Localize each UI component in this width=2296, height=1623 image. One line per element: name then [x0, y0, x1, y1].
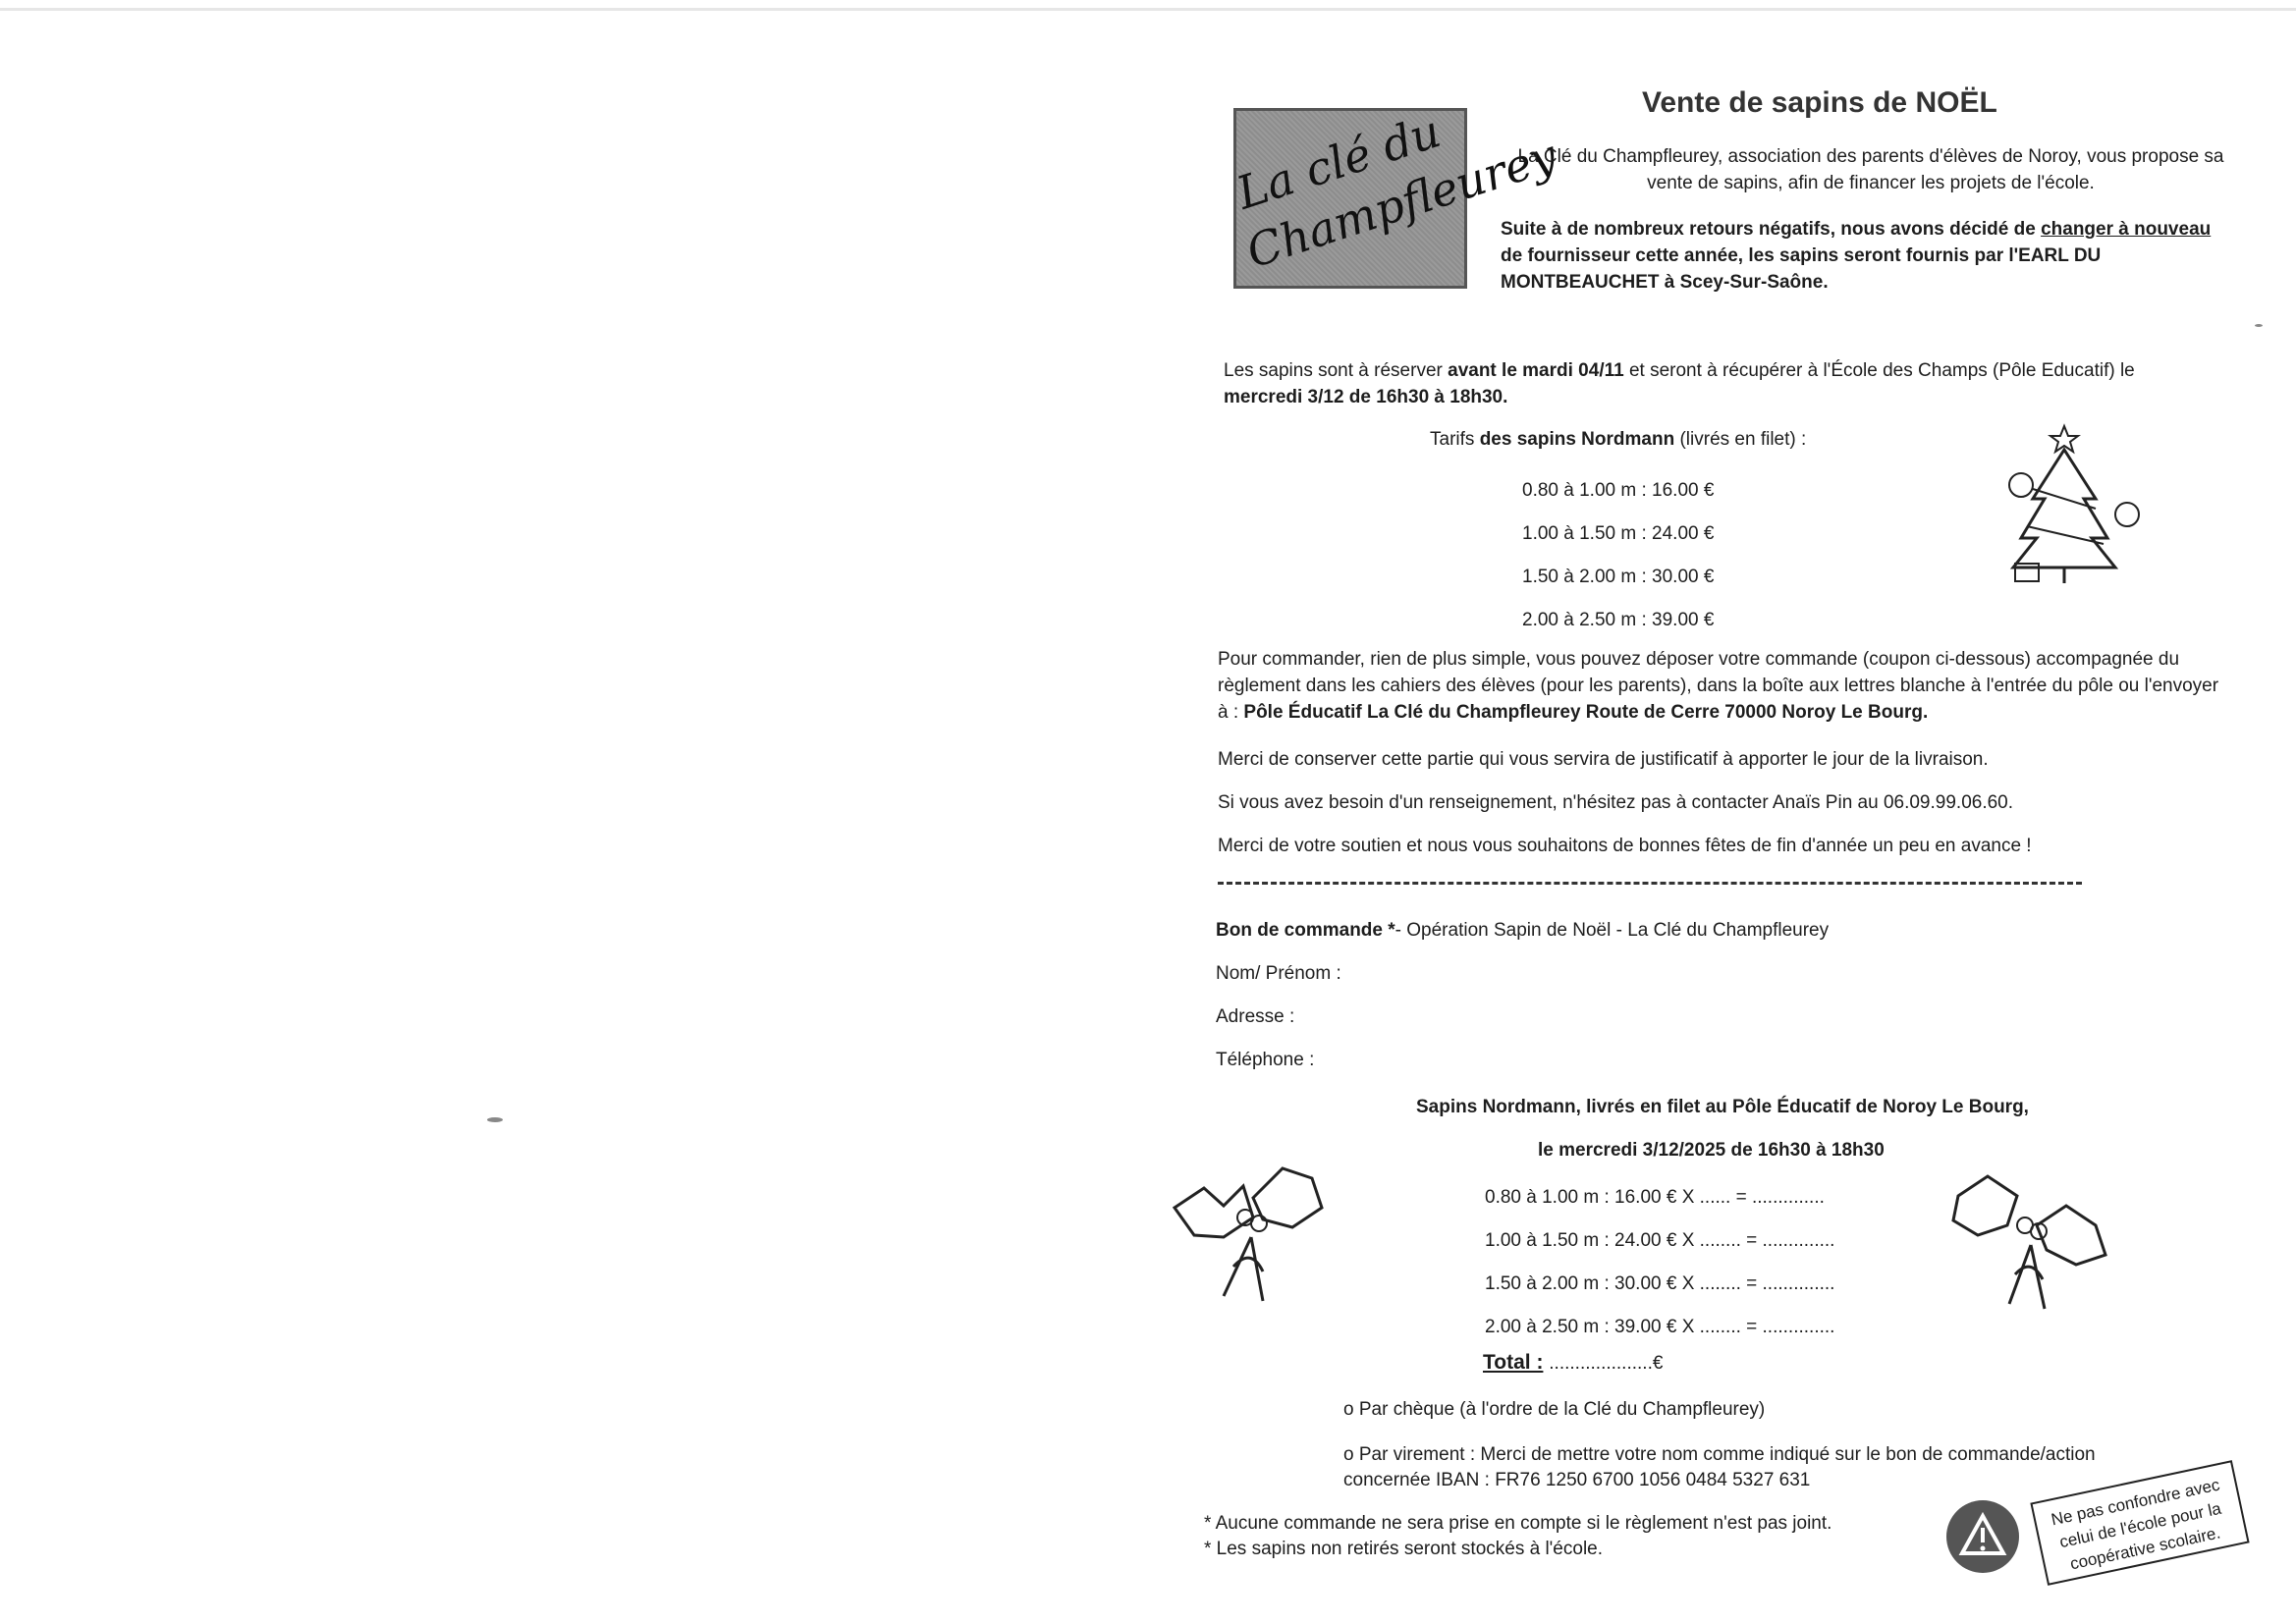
warning-icon [1946, 1500, 2019, 1573]
phone-label: Téléphone : [1216, 1050, 1315, 1070]
reservation-text-1: Les sapins sont à réserver [1224, 360, 1443, 381]
order-line: 1.50 à 2.00 m : 30.00 € X ........ = .............. [1485, 1273, 1835, 1294]
keep-notice: Merci de conserver cette partie qui vous servira de justificatif à apporter le jour de la livraison. [1218, 749, 1989, 770]
pay-transfer-line-2: concernée IBAN : FR76 1250 6700 1056 0484 5327 631 [1343, 1470, 1811, 1490]
tarifs-heading-bold: des sapins Nordmann [1479, 429, 1675, 450]
boxed-note: Ne pas confondre avec celui de l'école pour la coopérative scolaire. [2030, 1460, 2249, 1586]
order-instructions [1218, 646, 2219, 726]
order-line: 0.80 à 1.00 m : 16.00 € X ...... = .............. [1485, 1187, 1825, 1208]
order-line: 1.00 à 1.50 m : 24.00 € X ........ = .............. [1485, 1230, 1835, 1251]
reservation-pickup: mercredi 3/12 de 16h30 à 18h30. [1224, 387, 1508, 407]
supplier-notice [1501, 216, 2229, 296]
delivery-line-1: Sapins Nordmann, livrés en filet au Pôle Éducatif de Noroy Le Bourg, [1416, 1097, 2029, 1117]
supplier-text-b: de fournisseur cette année, les sapins seront fournis par l'EARL DU MONTBEAUCHET à Scey-Sur-Saône. [1501, 245, 2102, 293]
order-line: 2.00 à 2.50 m : 39.00 € X ........ = .............. [1485, 1317, 1835, 1337]
tarif-item: 1.00 à 1.50 m : 24.00 € [1522, 523, 1715, 544]
tarif-item: 1.50 à 2.00 m : 30.00 € [1522, 567, 1715, 587]
association-logo [1230, 104, 1563, 289]
order-form-heading-rest: - Opération Sapin de Noël - La Clé du Champfleurey [1394, 920, 1830, 941]
scan-speck [487, 1117, 503, 1122]
total-label: Total : [1483, 1351, 1544, 1374]
page-title: Vente de sapins de NOËL [1642, 86, 1997, 119]
footnote-1: * Aucune commande ne sera prise en compte si le règlement n'est pas joint. [1204, 1513, 1832, 1534]
name-label: Nom/ Prénom : [1216, 963, 1341, 984]
logo-text: La clé du Champfleurey [1230, 104, 1563, 279]
total-value: ....................€ [1549, 1353, 1664, 1374]
tarifs-list [1522, 469, 1714, 642]
intro-paragraph: La Clé du Champfleurey, association des parents d'élèves de Noroy, vous propose sa vente de sapins, afin de financer les projets de l'école. [1517, 146, 2224, 193]
total-row [1483, 1351, 1663, 1375]
tarifs-heading-a: Tarifs [1430, 429, 1475, 450]
holly-right-icon [1948, 1166, 2115, 1314]
tarifs-heading-b: (livrés en filet) : [1679, 429, 1807, 450]
scan-speck [2255, 324, 2263, 327]
order-form-heading-bold: Bon de commande * [1216, 920, 1395, 941]
reservation-deadline: avant le mardi 04/11 [1448, 360, 1624, 381]
reservation-text-2: et seront à récupérer à l'École des Champs (Pôle Educatif) le [1628, 360, 2135, 381]
reservation-paragraph [1224, 357, 2215, 410]
delivery-address: Pôle Éducatif La Clé du Champfleurey Route de Cerre 70000 Noroy Le Bourg. [1243, 702, 1929, 723]
pay-cheque-option: o Par chèque (à l'ordre de la Clé du Champfleurey) [1343, 1399, 1766, 1420]
tarifs-heading [1430, 426, 1806, 453]
address-label: Adresse : [1216, 1006, 1295, 1027]
order-form-heading [1216, 917, 1829, 944]
cut-line [1218, 882, 2082, 885]
tarif-item: 0.80 à 1.00 m : 16.00 € [1522, 480, 1715, 501]
christmas-tree-icon [1994, 420, 2151, 587]
thanks-notice: Merci de votre soutien et nous vous souhaitons de bonnes fêtes de fin d'année un peu en avance ! [1218, 836, 2032, 856]
order-text: Pour commander, rien de plus simple, vous pouvez déposer votre commande (coupon ci-dessous) accompagnée du règlement dans les cahiers des élèves (pour les parents), dans la boîte aux lettres blanche à l'entrée du pôle ou l'envoyer à : [1218, 649, 2219, 723]
holly-left-icon [1165, 1159, 1332, 1306]
tarif-item: 2.00 à 2.50 m : 39.00 € [1522, 610, 1715, 630]
contact-notice: Si vous avez besoin d'un renseignement, n'hésitez pas à contacter Anaïs Pin au 06.09.99.06.60. [1218, 792, 2014, 813]
scan-edge [0, 8, 2296, 11]
pay-transfer-line-1: o Par virement : Merci de mettre votre nom comme indiqué sur le bon de commande/action [1343, 1444, 2096, 1465]
order-lines [1485, 1176, 1834, 1349]
supplier-underlined: changer à nouveau [2041, 219, 2212, 240]
footnote-2: * Les sapins non retirés seront stockés à l'école. [1204, 1539, 1604, 1559]
delivery-line-2: le mercredi 3/12/2025 de 16h30 à 18h30 [1538, 1140, 1885, 1161]
supplier-text-a: Suite à de nombreux retours négatifs, nous avons décidé de [1501, 219, 2036, 240]
